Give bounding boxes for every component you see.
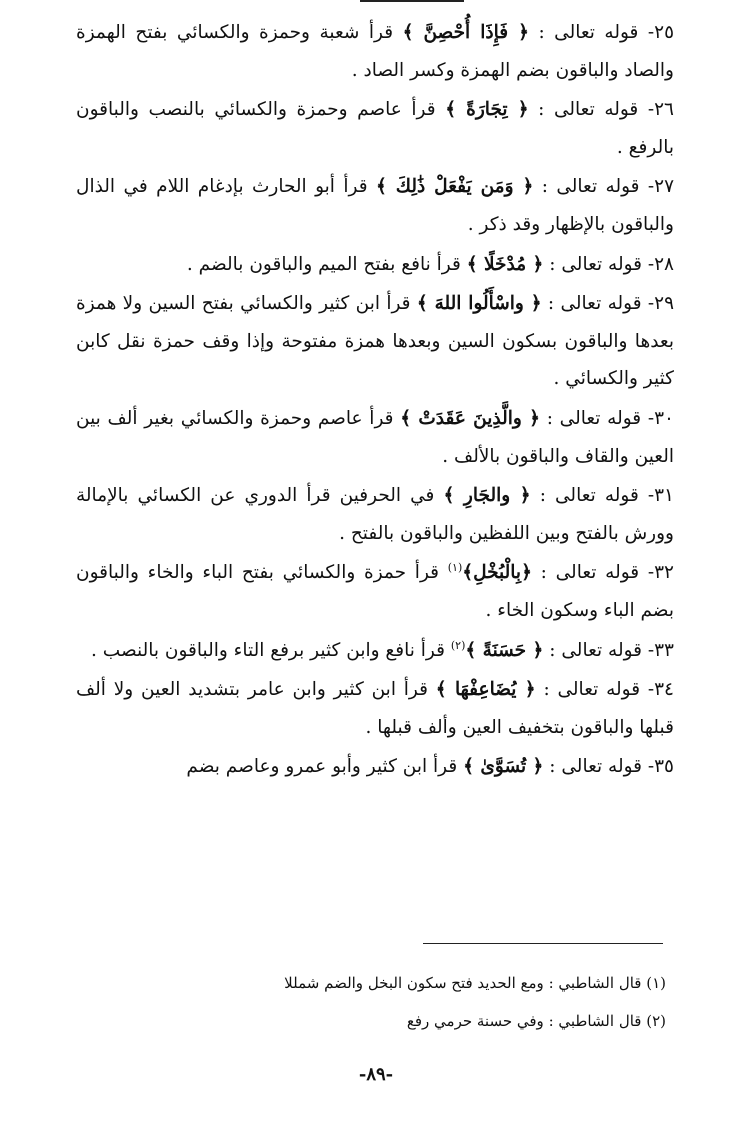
entry-34: ٣٤- قوله تعالى : ﴿ يُضَاعِفْهَا ﴾ قرأ ابن كثير وابن عامر بتشديد العين ولا ألف قبلها والباقون بتخفيف العين وألف قبلها .	[76, 679, 674, 738]
entry-28: ٢٨- قوله تعالى : ﴿ مُدْخَلًا ﴾ قرأ نافع بفتح الميم والباقون بالضم .	[186, 253, 674, 275]
footnote-1: (١) قال الشاطبي : ومع الحديد فتح سكون البخل والضم شمللا	[284, 974, 666, 992]
quran-quote: ﴿ والَّذِينَ عَقَدَتْ ﴾	[400, 407, 540, 429]
quran-quote: ﴿ مُدْخَلًا ﴾	[466, 253, 544, 275]
top-rule	[360, 0, 464, 2]
quran-quote: ﴿ والجَارِ ﴾	[443, 485, 531, 507]
quran-quote: ﴿ تِجَارَةً ﴾	[445, 99, 529, 121]
main-text	[76, 14, 674, 788]
quran-quote: ﴿ فَإِذَا أُحْصِنَّ ﴾	[402, 22, 529, 43]
footnote-ref: (١)	[447, 561, 463, 575]
footnote-ref: (٢)	[450, 638, 466, 652]
quran-quote: ﴿ حَسَنَةً ﴾	[465, 639, 544, 661]
page-number: -٨٩-	[358, 1064, 394, 1085]
footnotes	[76, 964, 666, 1040]
entry-33: ٣٣- قوله تعالى : ﴿ حَسَنَةً ﴾$^{(٢)}$ قرأ نافع وابن كثير برفع التاء والباقون بالنصب .	[91, 638, 674, 661]
entry-29: ٢٩- قوله تعالى : ﴿ واسْأَلُوا اللهَ ﴾ قرأ ابن كثير والكسائي بفتح السين ولا همزة بعدها والباقون بسكون السين وبعدها همزة مفتوحة وإذا وقف حمزة نقل كابن كثير والكسائي .	[76, 293, 675, 390]
entry-27: ٢٧- قوله تعالى : ﴿ وَمَن يَفْعَلْ ذَٰلِكَ ﴾ قرأ أبو الحارث بإدغام اللام في الذال والباقون بالإظهار وقد ذكر .	[76, 176, 675, 235]
entry-32: ٣٢- قوله تعالى : ﴿بِالْبُخْلِ﴾$^{(١)}$ قرأ حمزة والكسائي بفتح الباء والخاء والباقون بضم الباء وسكون الخاء .	[76, 561, 674, 621]
quran-quote: ﴿ وَمَن يَفْعَلْ ذَٰلِكَ ﴾	[375, 176, 534, 198]
quran-quote: ﴿ تُسَوَّىٰ ﴾	[463, 756, 544, 778]
entry-35: ٣٥- قوله تعالى : ﴿ تُسَوَّىٰ ﴾ قرأ ابن كثير وأبو عمرو وعاصم بضم	[186, 756, 674, 778]
quran-quote: ﴿ يُضَاعِفْهَا ﴾	[435, 679, 536, 701]
footnote-2: (٢) قال الشاطبي : وفي حسنة حرمي رفع	[406, 1012, 666, 1030]
entry-31: ٣١- قوله تعالى : ﴿ والجَارِ ﴾ في الحرفين قرأ الدوري عن الكسائي بالإمالة وورش بالفتح وبين اللفظين والباقون بالفتح .	[76, 485, 674, 544]
quran-quote: ﴿ واسْأَلُوا اللهَ ﴾	[416, 293, 542, 315]
entry-25: ٢٥- قوله تعالى : ﴿ فَإِذَا أُحْصِنَّ ﴾ قرأ شعبة وحمزة والكسائي بفتح الهمزة والصاد والباقون بضم الهمزة وكسر الصاد .	[76, 22, 675, 81]
entry-30: ٣٠- قوله تعالى : ﴿ والَّذِينَ عَقَدَتْ ﴾ قرأ عاصم وحمزة والكسائي بغير ألف بين العين والقاف والباقون بالألف .	[76, 407, 674, 467]
entry-26: ٢٦- قوله تعالى : ﴿ تِجَارَةً ﴾ قرأ عاصم وحمزة والكسائي بالنصب والباقون بالرفع .	[76, 99, 674, 158]
quran-quote: ﴿بِالْبُخْلِ﴾	[462, 562, 532, 584]
footnote-separator	[423, 943, 663, 944]
